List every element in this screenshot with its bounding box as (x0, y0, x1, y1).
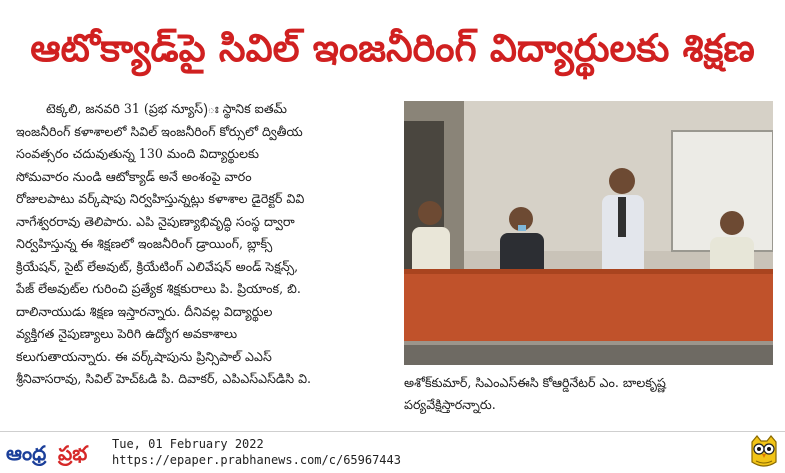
owl-mascot-icon (748, 434, 780, 470)
body-line: శ్రీనివాసరావు, సివిల్ హెచ్‌ఓడి పి. దివాకర్, ఎపిఎస్ఎస్‌డిసి వి. (16, 371, 312, 386)
caption-line: పర్యవేక్షిస్తారన్నారు. (404, 397, 496, 412)
photo-caption (404, 372, 784, 416)
body-line: ఇంజనీరింగ్ కళాశాలలో సివిల్ ఇంజనీరింగ్ కోర్సులో ద్వితీయ (16, 123, 303, 139)
body-line: సోమవారం నుండి ఆటోక్యాడ్ అనే అంశంపై వారం (16, 168, 252, 184)
body-line: నిర్వహిస్తున్న ఈ శిక్షణలో ఇంజనీరింగ్ డ్రాయింగ్, బ్లాక్స్ (16, 236, 273, 251)
footer-meta (112, 436, 401, 468)
body-line: వ్యక్తిగత నైపుణ్యాలు పెరిగి ఉద్యోగ అవకాశాలు (16, 326, 238, 341)
workshop-photo (404, 101, 773, 365)
body-line: టెక్కలి, జనవరి 31 (ప్రభ న్యూస్)ః స్థానిక ఐతమ్ (46, 101, 287, 116)
andhra-prabha-logo (6, 438, 106, 466)
article-headline: ఆటోక్యాడ్‌పై సివిల్ ఇంజనీరింగ్ విద్యార్థులకు శిక్షణ (30, 26, 755, 70)
publication-date: Tue, 01 February 2022 (112, 437, 264, 451)
body-line: సంవత్సరం చదువుతున్న 130 మంది విద్యార్థులకు (16, 146, 259, 161)
body-line: దాలినాయుడు శిక్షణ ఇస్తారన్నారు. దీనివల్ల విద్యార్థుల (16, 303, 273, 319)
svg-text:ప్రభ: ప్రభ (58, 441, 88, 465)
andhra-prabha-logo-icon (6, 438, 106, 466)
svg-text:ఆంధ్ర: ఆంధ్ర (6, 441, 47, 465)
article-body (16, 98, 394, 391)
workshop-photo-illustration (404, 101, 773, 365)
body-line: పేజ్ లేఅవుట్‌ల గురించి ప్రత్యేక శిక్షకురాలు పి. ప్రియాంక, బి. (16, 281, 301, 296)
epaper-url[interactable]: https://epaper.prabhanews.com/c/65967443 (112, 453, 401, 467)
caption-line: అశోక్‌కుమార్, సిఎంఎస్ఈసి కోఆర్డినేటర్ ఎం. బాలకృష్ణ (404, 375, 666, 390)
footer-divider (0, 431, 785, 432)
body-line: రోజులపాటు వర్క్‌షాపు నిర్వహిస్తున్నట్లు కళాశాల డైరెక్టర్ వివి (16, 191, 305, 206)
body-line: నాగేశ్వరరావు తెలిపారు. ఎపి నైపుణ్యాభివృద్ధి సంస్థ ద్వారా (16, 213, 295, 229)
body-line: కలుగుతాయన్నారు. ఈ వర్క్‌షాపును ప్రిన్సిపాల్ ఎఎస్ (16, 348, 272, 364)
body-line: క్రియేషన్, సైట్ లేఅవుట్, క్రియేటింగ్ ఎలివేషన్ అండ్ సెక్షన్స్, (16, 258, 299, 274)
